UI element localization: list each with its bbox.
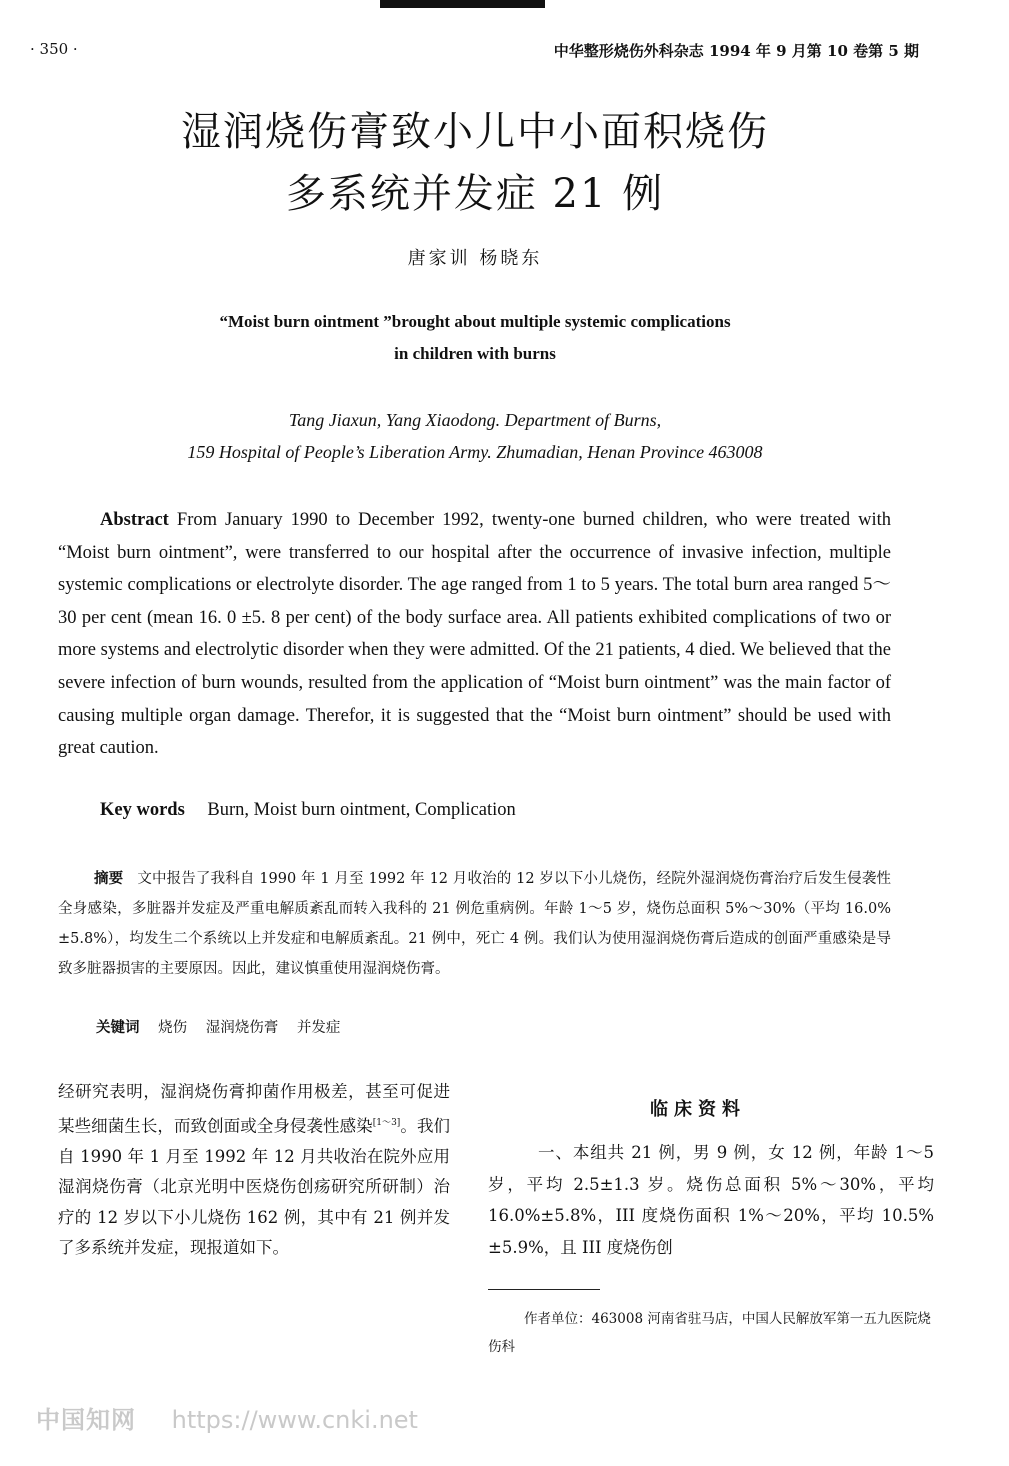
title-cn-line2: 多系统并发症 21 例	[285, 171, 665, 217]
body-text-right-column: 一、本组共 21 例，男 9 例，女 12 例，年龄 1～5 岁，平均 2.5±1.3 岁。烧伤总面积 5%～30%，平均 16.0%±5.8%，III 度烧伤面积 1%～20%，平均 10.5%±5.9%，且 III 度烧伤创	[488, 1143, 934, 1257]
keywords-en-label: Key words	[100, 800, 185, 820]
affiliation-en-line1: Tang Jiaxun, Yang Xiaodong. Department of Burns,	[288, 410, 662, 430]
section-heading: 临床资料	[650, 1099, 746, 1120]
keyword-cn-2: 湿润烧伤膏	[205, 1020, 279, 1036]
title-cn-line1: 湿润烧伤膏致小儿中小面积烧伤	[181, 109, 769, 155]
abstract-cn-text: 文中报告了我科自 1990 年 1 月至 1992 年 12 月收治的 12 岁以下小儿烧伤，经院外湿润烧伤膏治疗后发生侵袭性全身感染，多脏器并发症及严重电解质紊乱而转入我科的 21 例危重病例。年龄 1～5 岁，烧伤总面积 5%～30%（平均 16.0%±5.8%），均发生二个系统以上并发症和电解质紊乱。21 例中，死亡 4 例。我们认为使用湿润烧伤膏后造成的创面严重感染是导致多脏器损害的主要原因。因此，建议慎重使用湿润烧伤膏。	[58, 871, 891, 977]
title-en-line2: in children with burns	[394, 344, 556, 363]
title-en-line1: “Moist burn ointment ”brought about multiple systemic complications	[219, 312, 731, 331]
intro-text-part2: 。我们自 1990 年 1 月至 1992 年 12 月共收治在院外应用湿润烧伤膏（北京光明中医烧伤创疡研究所研制）治疗的 12 岁以下小儿烧伤 162 例，其中有 21 例并发了多系统并发症，现报道如下。	[58, 1116, 451, 1257]
keyword-cn-3: 并发症	[296, 1020, 341, 1036]
top-edge-bar	[380, 0, 545, 8]
cnki-watermark	[36, 1400, 418, 1435]
affiliation-en-line2: 159 Hospital of People’s Liberation Army. Zhumadian, Henan Province 463008	[187, 442, 763, 462]
abstract-en-text: From January 1990 to December 1992, twenty-one burned children, who were treated with “Moist burn ointment”, were transferred to our hospital after the occurrence of invasive infection, multiple systemic complications or electrolyte disorder. The age ranged from 1 to 5 years. The total burn area ranged 5～30 per cent (mean 16. 0 ±5. 8 per cent) of the body surface area. All patients exhibited complications of two or more systems and electrolytic disorder when they were admitted. Of the 21 patients, 4 died. We believed that the severe infection of burn wounds, resulted from the application of “Moist burn ointment” was the main factor of causing multiple organ damage. Therefor, it is suggested that the “Moist burn ointment” should be used with great caution.	[58, 510, 892, 759]
keywords-cn	[96, 1016, 354, 1037]
abstract-en	[58, 504, 891, 765]
abstract-en-label: Abstract	[100, 510, 169, 530]
cnki-url: https://www.cnki.net	[171, 1406, 418, 1434]
keyword-cn-1: 烧伤	[158, 1020, 188, 1036]
body-text-left-column	[58, 1077, 450, 1264]
keywords-en	[100, 800, 516, 821]
page-number: · 350 ·	[30, 40, 78, 58]
intro-text-part1: 经研究表明，湿润烧伤膏抑菌作用极差，甚至可促进某些细菌生长，而致创面或全身侵袭性感染	[58, 1082, 450, 1135]
keywords-en-text: Burn, Moist burn ointment, Complication	[207, 800, 516, 820]
authors-cn: 唐家训 杨晓东	[407, 248, 543, 269]
journal-header: 中华整形烧伤外科杂志 1994 年 9 月第 10 卷第 5 期	[553, 42, 919, 60]
keywords-cn-label: 关键词	[96, 1019, 140, 1036]
author-affiliation-footnote: 作者单位：463008 河南省驻马店，中国人民解放军第一五九医院烧伤科	[488, 1311, 931, 1355]
footnote-divider	[488, 1289, 600, 1290]
abstract-cn-label: 摘要	[94, 870, 124, 887]
abstract-cn	[58, 864, 891, 984]
citation-ref: [1～3]	[372, 1117, 401, 1128]
cnki-logo-text: 中国知网	[36, 1406, 136, 1434]
